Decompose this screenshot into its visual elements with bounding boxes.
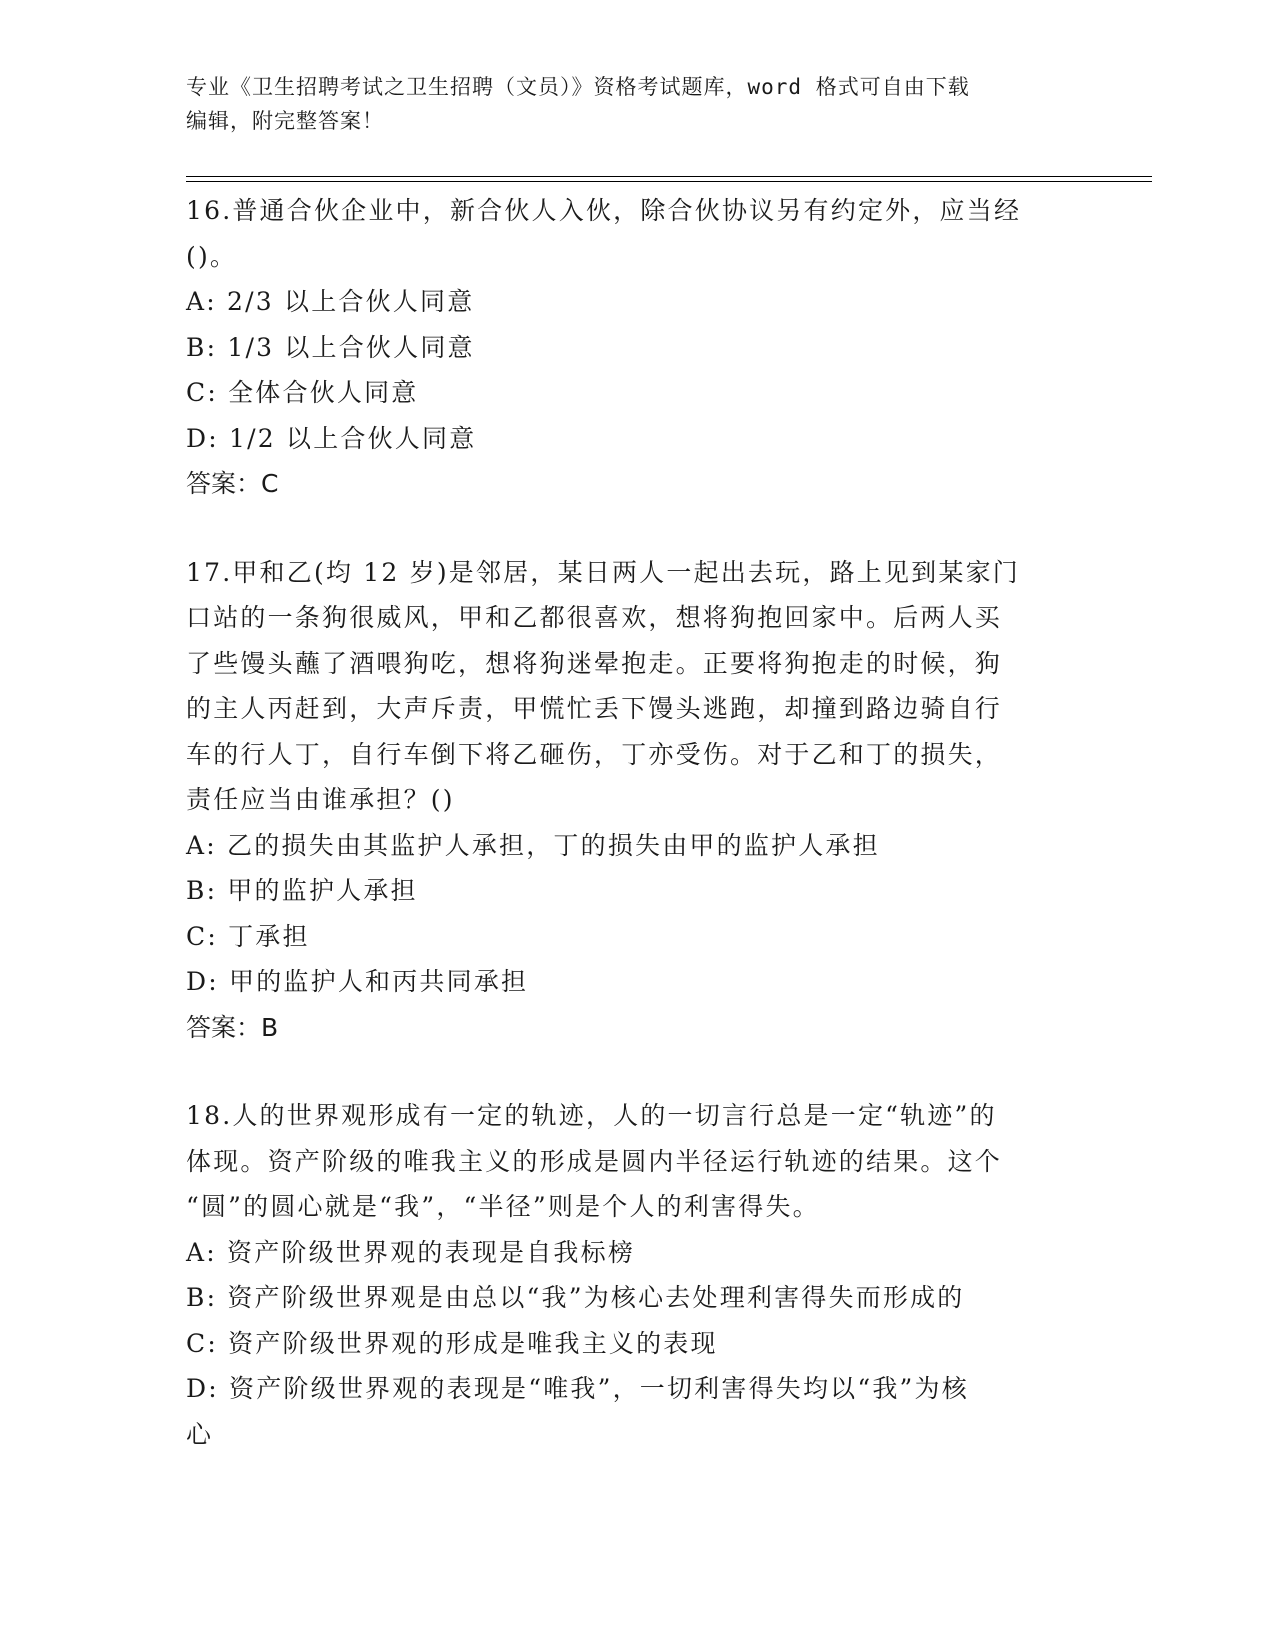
- header-line-1: 专业《卫生招聘考试之卫生招聘（文员）》资格考试题库，word 格式可自由下载: [186, 75, 970, 99]
- question-text-line: 17.甲和乙(均 12 岁)是邻居，某日两人一起出去玩，路上见到某家门: [186, 557, 1020, 587]
- option-b: B: 1/3 以上合伙人同意: [186, 332, 475, 362]
- question-text-line: 的主人丙赶到，大声斥责，甲慌忙丢下馒头逃跑，却撞到路边骑自行: [186, 694, 1003, 723]
- option-c: C: 全体合伙人同意: [186, 378, 419, 407]
- question-text-line: 18.人的世界观形成有一定的轨迹，人的一切言行总是一定“轨迹”的: [186, 1101, 997, 1130]
- question-text-line: 车的行人丁，自行车倒下将乙砸伤，丁亦受伤。对于乙和丁的损失，: [186, 739, 1003, 769]
- question-text-line: 了些馒头蘸了酒喂狗吃，想将狗迷晕抱走。正要将狗抱走的时候，狗: [186, 648, 1003, 678]
- option-a: A: 2/3 以上合伙人同意: [186, 287, 475, 316]
- header-line-2: 编辑，附完整答案！: [186, 109, 384, 133]
- question-text-line: 责任应当由谁承担？(): [186, 785, 455, 814]
- document-header: [186, 70, 1146, 138]
- question-text-line: ()。: [186, 241, 238, 271]
- option-c: C: 资产阶级世界观的形成是唯我主义的表现: [186, 1328, 718, 1358]
- question-spacer: [186, 507, 1066, 550]
- header-divider-bottom: [186, 181, 1152, 182]
- option-b: B: 资产阶级世界观是由总以“我”为核心去处理利害得失而形成的: [186, 1283, 965, 1312]
- question-text-line: “圆”的圆心就是“我”，“半径”则是个人的利害得失。: [186, 1192, 820, 1221]
- question-18: [186, 1093, 1066, 1457]
- option-d-continuation: 心: [186, 1419, 214, 1449]
- question-16: [186, 188, 1066, 507]
- option-d: D: 1/2 以上合伙人同意: [186, 423, 477, 453]
- option-c: C: 丁承担: [186, 921, 310, 951]
- question-text-line: 口站的一条狗很威风，甲和乙都很喜欢，想将狗抱回家中。后两人买: [186, 603, 1003, 632]
- option-d: D: 甲的监护人和丙共同承担: [186, 967, 529, 996]
- question-17: [186, 550, 1066, 1051]
- answer-line: 答案：B: [186, 1012, 279, 1042]
- header-text: [186, 70, 1066, 138]
- option-a: A: 乙的损失由其监护人承担，丁的损失由甲的监护人承担: [186, 830, 880, 860]
- question-spacer: [186, 1050, 1066, 1093]
- answer-line: 答案：C: [186, 469, 279, 498]
- option-b: B: 甲的监护人承担: [186, 876, 418, 905]
- question-text-line: 体现。资产阶级的唯我主义的形成是圆内半径运行轨迹的结果。这个: [186, 1146, 1003, 1176]
- option-d: D: 资产阶级世界观的表现是“唯我”，一切利害得失均以“我”为核: [186, 1374, 969, 1403]
- question-list: [186, 188, 1066, 1457]
- header-divider-top: [186, 176, 1152, 177]
- option-a: A: 资产阶级世界观的表现是自我标榜: [186, 1237, 636, 1267]
- question-text-line: 16.普通合伙企业中，新合伙人入伙，除合伙协议另有约定外，应当经: [186, 196, 1022, 225]
